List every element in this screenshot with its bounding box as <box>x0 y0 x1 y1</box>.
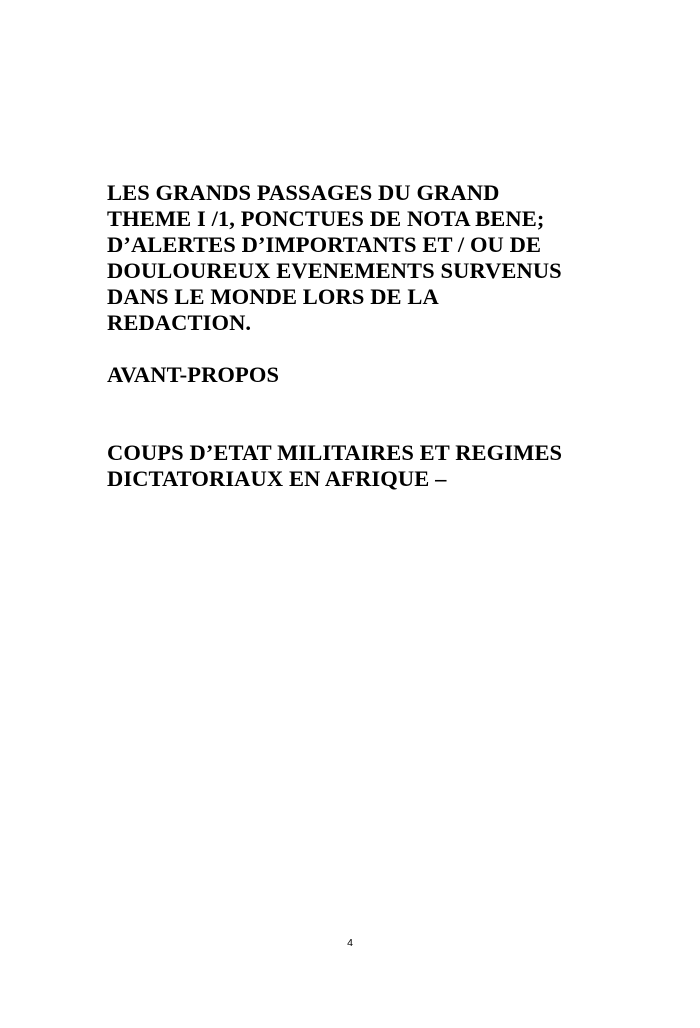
main-title-line: D’ALERTES D’IMPORTANTS ET / OU DE <box>107 232 542 257</box>
page-number: 4 <box>347 937 353 949</box>
main-title-line: LES GRANDS PASSAGES DU GRAND <box>107 180 500 205</box>
subtitle-line: DICTATORIAUX EN AFRIQUE – <box>107 466 447 491</box>
subtitle-line: COUPS D’ETAT MILITAIRES ET REGIMES <box>107 440 563 465</box>
section-heading: AVANT-PROPOS <box>107 362 280 387</box>
main-title-line: REDACTION. <box>107 310 252 335</box>
main-title-line: DANS LE MONDE LORS DE LA <box>107 284 439 309</box>
main-title-line: THEME I /1, PONCTUES DE NOTA BENE; <box>107 206 545 231</box>
main-title-line: DOULOUREUX EVENEMENTS SURVENUS <box>107 258 562 283</box>
